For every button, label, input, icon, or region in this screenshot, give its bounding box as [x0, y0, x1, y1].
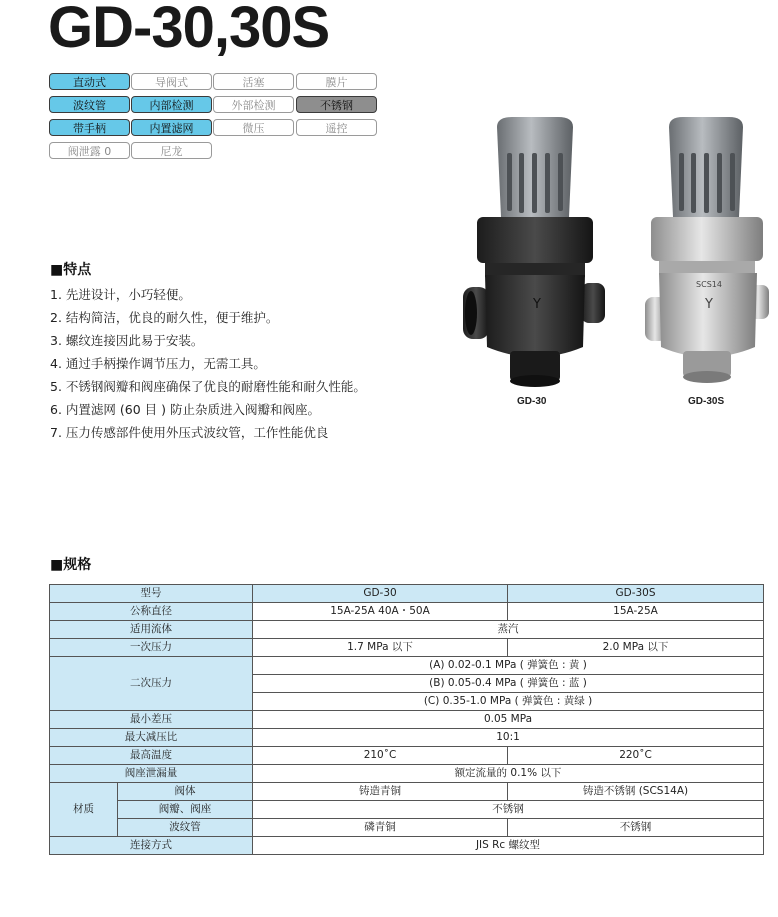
- table-row: [50, 621, 764, 639]
- p1-b: 2.0 MPa 以下: [508, 639, 764, 657]
- tag-micro-pressure: 微压: [213, 119, 294, 136]
- spec-heading: ■规格: [50, 557, 92, 573]
- feature-item: 1. 先进设计，小巧轻便。: [50, 287, 191, 302]
- table-row: [50, 747, 764, 765]
- material-label: 材质: [50, 783, 118, 837]
- leak-value: 额定流量的 0.1% 以下: [253, 765, 764, 783]
- tag-remote: 遥控: [296, 119, 377, 136]
- bellows-b: 不锈钢: [508, 819, 764, 837]
- p2-row-c: (C) 0.35-1.0 MPa ( 弹簧色 : 黄绿 ): [253, 693, 764, 711]
- feature-item: 6. 内置滤网 (60 目 ) 防止杂质进入阀瓣和阀座。: [50, 402, 320, 417]
- tag-handle: 带手柄: [49, 119, 130, 136]
- tag-external-sensing: 外部检测: [213, 96, 294, 113]
- p2-label: 二次压力: [50, 657, 253, 711]
- mindiff-value: 0.05 MPa: [253, 711, 764, 729]
- ratio-label: 最大减压比: [50, 729, 253, 747]
- table-row: [50, 711, 764, 729]
- conn-label: 连接方式: [50, 837, 253, 855]
- tag-diaphragm: 膜片: [296, 73, 377, 90]
- feature-item: 7. 压力传感部件使用外压式波纹管，工作性能优良: [50, 425, 329, 440]
- gd-30s-valve-photo: [645, 115, 773, 390]
- model-a: GD-30: [253, 585, 508, 603]
- svg-text:Y: Y: [705, 297, 713, 312]
- svg-text:SCS14: SCS14: [696, 280, 722, 289]
- svg-text:Y: Y: [533, 297, 541, 312]
- model-b: GD-30S: [508, 585, 764, 603]
- bellows-a: 磷青铜: [253, 819, 508, 837]
- size-a: 15A-25A 40A・50A: [253, 603, 508, 621]
- table-row: [50, 603, 764, 621]
- fluid-value: 蒸汽: [253, 621, 764, 639]
- gd-30-valve-photo: [455, 115, 615, 390]
- tag-stainless: 不锈钢: [296, 96, 377, 113]
- tag-nylon: 尼龙: [131, 142, 212, 159]
- p2-row-b: (B) 0.05-0.4 MPa ( 弹簧色 : 蓝 ): [253, 675, 764, 693]
- features-list: [50, 283, 366, 444]
- table-row: [50, 801, 764, 819]
- tag-bellows: 波纹管: [49, 96, 130, 113]
- disc-value: 不锈钢: [253, 801, 764, 819]
- feature-item: 5. 不锈钢阀瓣和阀座确保了优良的耐磨性能和耐久性能。: [50, 379, 366, 394]
- table-row: [50, 729, 764, 747]
- mindiff-label: 最小差压: [50, 711, 253, 729]
- spec-table: [49, 584, 764, 855]
- tag-internal-sensing: 内部检测: [131, 96, 212, 113]
- table-row: [50, 585, 764, 603]
- conn-value: JIS Rc 螺纹型: [253, 837, 764, 855]
- features-heading: ■特点: [50, 262, 92, 278]
- temp-b: 220˚C: [508, 747, 764, 765]
- feature-item: 2. 结构简洁，优良的耐久性，便于维护。: [50, 310, 279, 325]
- body-label: 阀体: [118, 783, 253, 801]
- table-row: [50, 819, 764, 837]
- tag-built-in-strainer: 内置滤网: [131, 119, 212, 136]
- table-row: [50, 765, 764, 783]
- p2-row-a: (A) 0.02-0.1 MPa ( 弹簧色 : 黄 ): [253, 657, 764, 675]
- fluid-label: 适用流体: [50, 621, 253, 639]
- table-row: [50, 783, 764, 801]
- feature-item: 3. 螺纹连接因此易于安装。: [50, 333, 204, 348]
- table-row: [50, 639, 764, 657]
- leak-label: 阀座泄漏量: [50, 765, 253, 783]
- p1-label: 一次压力: [50, 639, 253, 657]
- p1-a: 1.7 MPa 以下: [253, 639, 508, 657]
- bellows-label: 波纹管: [118, 819, 253, 837]
- ratio-value: 10:1: [253, 729, 764, 747]
- size-label: 公称直径: [50, 603, 253, 621]
- table-row: [50, 837, 764, 855]
- tag-piston: 活塞: [213, 73, 294, 90]
- gd-30s-caption: GD-30S: [688, 396, 725, 407]
- gd-30-caption: GD-30: [517, 396, 547, 407]
- disc-label: 阀瓣、阀座: [118, 801, 253, 819]
- model-label: 型号: [50, 585, 253, 603]
- body-b: 铸造不锈钢 (SCS14A): [508, 783, 764, 801]
- temp-a: 210˚C: [253, 747, 508, 765]
- temp-label: 最高温度: [50, 747, 253, 765]
- table-row: [50, 657, 764, 675]
- tag-zero-leak: 阀泄露 0: [49, 142, 130, 159]
- feature-item: 4. 通过手柄操作调节压力，无需工具。: [50, 356, 266, 371]
- page-title: GD-30,30S: [48, 0, 330, 60]
- size-b: 15A-25A: [508, 603, 764, 621]
- body-a: 铸造青铜: [253, 783, 508, 801]
- tag-direct-acting: 直动式: [49, 73, 130, 90]
- tag-pilot: 导阀式: [131, 73, 212, 90]
